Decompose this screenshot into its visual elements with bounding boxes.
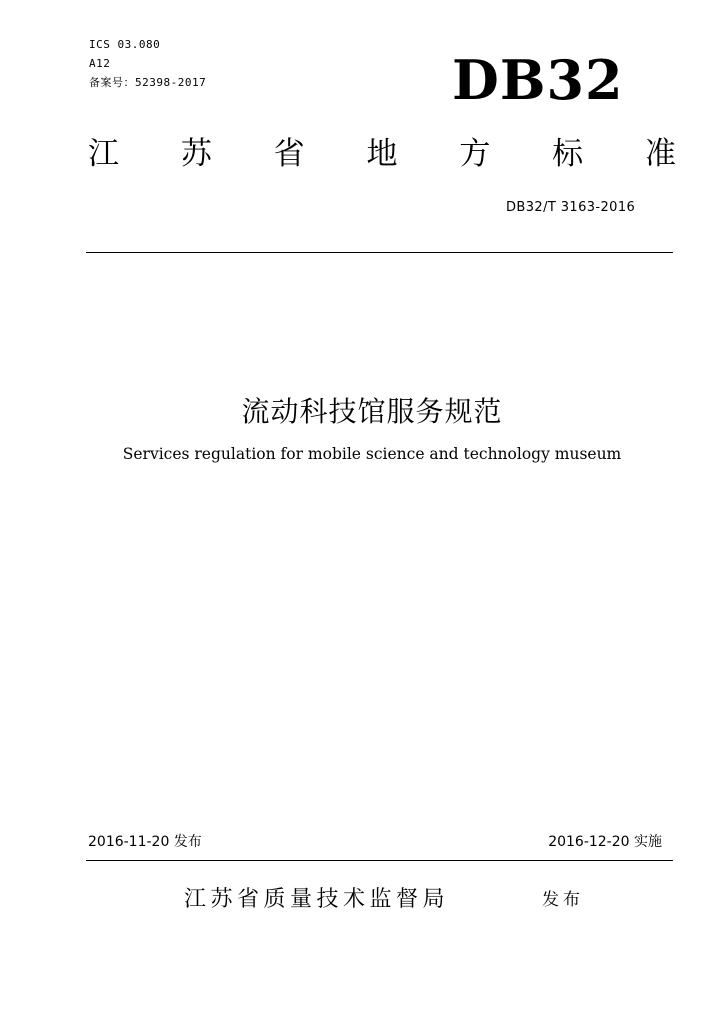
document-title-english: Services regulation for mobile science and technology museum [122, 445, 622, 463]
standard-number: DB32/T 3163-2016 [506, 200, 636, 215]
standard-type-char: 地 [366, 136, 398, 172]
implementation-date: 2016-12-20 实施 [548, 834, 662, 850]
standard-type-char: 标 [552, 136, 584, 172]
issue-date: 2016-11-20 发布 [88, 834, 202, 850]
standard-type-heading [88, 134, 676, 174]
standard-type-char: 方 [459, 136, 491, 172]
standard-code-logo: DB32 [452, 48, 624, 112]
ics-code: ICS 03.080 [89, 38, 161, 51]
standard-type-char: 省 [273, 136, 305, 172]
standard-type-char: 江 [88, 136, 119, 172]
top-divider [86, 252, 673, 253]
issuing-authority: 江苏省质量技术监督局 [184, 887, 450, 912]
record-number: 备案号：52398-2017 [89, 76, 207, 89]
bottom-divider [86, 860, 673, 861]
issued-label: 发布 [542, 890, 584, 910]
standard-type-char: 准 [644, 136, 676, 172]
document-title-chinese: 流动科技馆服务规范 [241, 395, 503, 428]
classification-code: A12 [89, 57, 111, 70]
standard-type-char: 苏 [180, 136, 212, 172]
